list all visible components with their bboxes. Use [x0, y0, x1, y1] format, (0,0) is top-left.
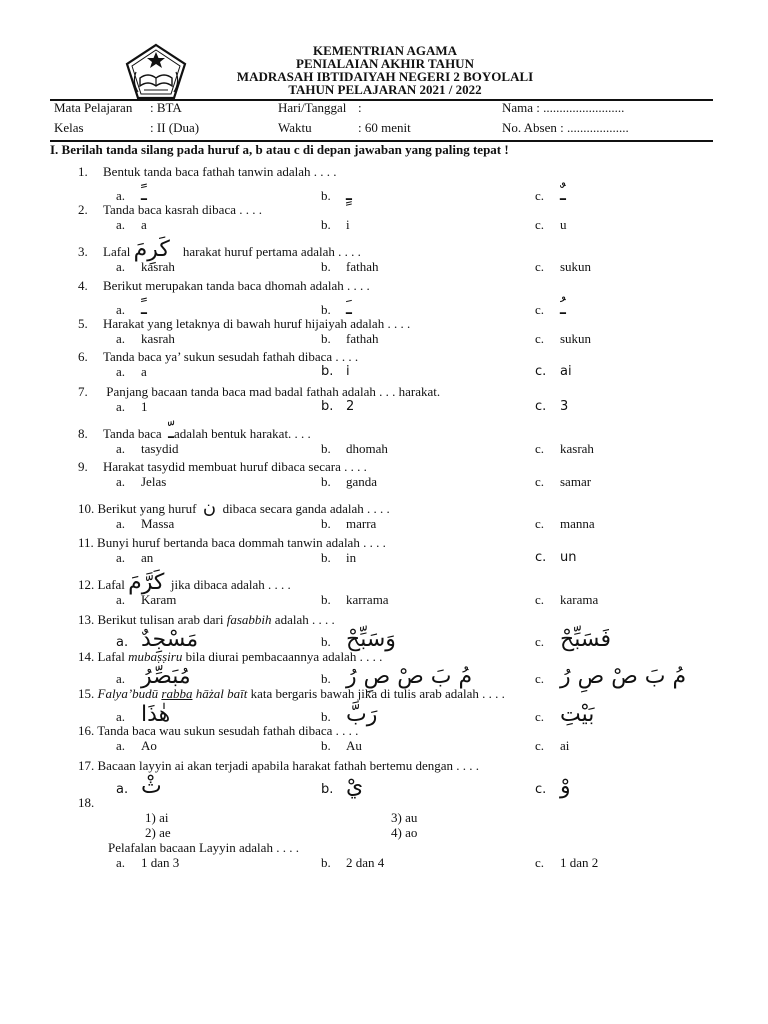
option-5c[interactable]: c. sukun — [535, 331, 592, 346]
header-school: MADRASAH IBTIDAIYAH NEGERI 2 BOYOLALI — [236, 69, 534, 84]
q18-option-3: 3) au — [391, 810, 418, 825]
option-13a[interactable]: a. مَسْجِدٌ — [116, 627, 199, 652]
class-label: Kelas — [54, 120, 84, 135]
subject-label: Mata Pelajaran — [54, 100, 133, 115]
header-ministry: KEMENTRIAN AGAMA — [312, 43, 458, 58]
option-3c[interactable]: c. sukun — [535, 259, 592, 274]
absen-field: No. Absen : ................... — [502, 120, 629, 135]
name-field: Nama : ......................... — [502, 100, 625, 115]
option-6a[interactable]: a. a — [116, 364, 147, 379]
exam-header — [150, 44, 620, 96]
option-11c[interactable]: c. un — [535, 550, 577, 565]
option-1b[interactable]: b. ـٍ — [321, 181, 352, 205]
option-8b[interactable]: b. dhomah — [321, 441, 388, 456]
option-14b[interactable]: b. مُ بَ صْ صِ رُ — [321, 664, 473, 689]
question-1: 1. Bentuk tanda baca fathah tanwin adalah . . . . — [78, 164, 337, 179]
option-8a[interactable]: a. tasydid — [116, 441, 179, 456]
option-7b[interactable]: b. 2 — [321, 399, 355, 414]
option-15b[interactable]: b. رَبَّ — [321, 702, 378, 727]
option-18b[interactable]: b. 2 dan 4 — [321, 855, 385, 870]
option-7c[interactable]: c. 3 — [535, 399, 569, 414]
option-5b[interactable]: b. fathah — [321, 331, 379, 346]
option-10c[interactable]: c. manna — [535, 516, 595, 531]
option-4c[interactable]: c. ـُ — [535, 295, 566, 319]
option-18a[interactable]: a. 1 dan 3 — [116, 855, 180, 870]
question-16: 16. Tanda baca wau sukun sesudah fathah dibaca . . . . — [78, 723, 359, 738]
option-15c[interactable]: c. بَيْتِ — [535, 702, 595, 727]
question-5: 5. Harakat yang letaknya di bawah huruf hijaiyah adalah . . . . — [78, 316, 411, 331]
arabic-karrama: كَرَّمَ — [128, 570, 165, 595]
question-12: 12. Lafal كَرَّمَ jika dibaca adalah . . . . — [78, 570, 291, 595]
question-7: 7. Panjang bacaan tanda baca mad badal fathah adalah . . . harakat. — [78, 384, 441, 399]
question-14: 14. Lafal mubaṣṣiru bila diurai pembacaannya adalah . . . . — [78, 649, 383, 664]
question-15: 15. Falya’budū rabba hāżal baīt kata bergaris bawah jika di tulis arab adalah . . . . — [78, 686, 505, 701]
option-4b[interactable]: b. ـَ — [321, 295, 352, 319]
option-9a[interactable]: a. Jelas — [116, 474, 167, 489]
time-label: Waktu — [278, 120, 312, 135]
header-year: TAHUN PELAJARAN 2021 / 2022 — [288, 82, 482, 97]
q18-option-1: 1) ai — [145, 810, 169, 825]
option-6c[interactable]: c. ai — [535, 364, 572, 379]
option-12c[interactable]: c. karama — [535, 592, 599, 607]
option-3a[interactable]: a. kasrah — [116, 259, 175, 274]
instruction: I. Berilah tanda silang pada huruf a, b atau c di depan jawaban yang paling tepat ! — [50, 142, 509, 157]
option-16a[interactable]: a. Ao — [116, 738, 157, 753]
option-16c[interactable]: c. ai — [535, 738, 570, 753]
option-1a[interactable]: a. ـً — [116, 181, 147, 205]
q18-option-2: 2) ae — [145, 825, 171, 840]
option-17a[interactable]: a. ثْ — [116, 774, 162, 799]
option-15a[interactable]: a. هٰذَا — [116, 702, 171, 727]
option-1c[interactable]: c. ـٌ — [535, 181, 566, 205]
option-10b[interactable]: b. marra — [321, 516, 377, 531]
option-14a[interactable]: a. مُبَصِّرُ — [116, 664, 191, 689]
question-9: 9. Harakat tasydid membuat huruf dibaca secara . . . . — [78, 459, 367, 474]
option-13c[interactable]: c. فَسَبِّحْ — [535, 627, 611, 652]
day-value: : — [358, 100, 362, 115]
arabic-karima: كَرِمَ — [133, 237, 170, 262]
option-12a[interactable]: a. Karam — [116, 592, 177, 607]
question-10: 10. Berikut yang huruf ن dibaca secara ganda adalah . . . . — [78, 497, 390, 518]
option-2b[interactable]: b. i — [321, 217, 350, 232]
option-11b[interactable]: b. in — [321, 550, 357, 565]
option-17c[interactable]: c. وْ — [535, 774, 571, 799]
option-16b[interactable]: b. Au — [321, 738, 362, 753]
option-8c[interactable]: c. kasrah — [535, 441, 594, 456]
question-17: 17. Bacaan layyin ai akan terjadi apabila harakat fathah bertemu dengan . . . . — [78, 758, 480, 773]
question-3: 3. Lafal كَرِمَ harakat huruf pertama adalah . . . . — [78, 237, 361, 262]
q18-stem: Pelafalan bacaan Layyin adalah . . . . — [108, 840, 299, 855]
question-2: 2. Tanda baca kasrah dibaca . . . . — [78, 202, 262, 217]
option-6b[interactable]: b. i — [321, 364, 350, 379]
class-value: : II (Dua) — [150, 120, 200, 135]
q18-option-4: 4) ao — [391, 825, 418, 840]
option-4a[interactable]: a. ـً — [116, 295, 147, 319]
option-14c[interactable]: c. مُ بَ صْ صِ رُ — [535, 664, 687, 689]
question-18: 18. — [78, 795, 95, 810]
option-17b[interactable]: b. يْ — [321, 774, 364, 799]
option-5a[interactable]: a. kasrah — [116, 331, 175, 346]
question-8: 8. Tanda baca ـّadalah bentuk harakat. . . . — [78, 419, 311, 443]
option-10a[interactable]: a. Massa — [116, 516, 175, 531]
option-13b[interactable]: b. وَسَبِّحْ — [321, 627, 396, 652]
option-9c[interactable]: c. samar — [535, 474, 592, 489]
question-13: 13. Berikut tulisan arab dari fasabbih adalah . . . . — [78, 612, 335, 627]
option-3b[interactable]: b. fathah — [321, 259, 379, 274]
arabic-nun: ن — [202, 497, 217, 518]
option-18c[interactable]: c. 1 dan 2 — [535, 855, 599, 870]
subject-value: : BTA — [150, 100, 182, 115]
time-value: : 60 menit — [358, 120, 411, 135]
option-12b[interactable]: b. karrama — [321, 592, 389, 607]
option-2c[interactable]: c. u — [535, 217, 567, 232]
option-7a[interactable]: a. 1 — [116, 399, 148, 414]
question-11: 11. Bunyi huruf bertanda baca dommah tanwin adalah . . . . — [78, 535, 386, 550]
question-4: 4. Berikut merupakan tanda baca dhomah adalah . . . . — [78, 278, 370, 293]
tasydid-mark: ـّ — [168, 419, 174, 443]
header-assessment: PENIALAIAN AKHIR TAHUN — [296, 56, 474, 71]
day-label: Hari/Tanggal — [278, 100, 347, 115]
option-2a[interactable]: a. a — [116, 217, 147, 232]
option-11a[interactable]: a. an — [116, 550, 154, 565]
option-9b[interactable]: b. ganda — [321, 474, 378, 489]
question-6: 6. Tanda baca ya’ sukun sesudah fathah dibaca . . . . — [78, 349, 359, 364]
